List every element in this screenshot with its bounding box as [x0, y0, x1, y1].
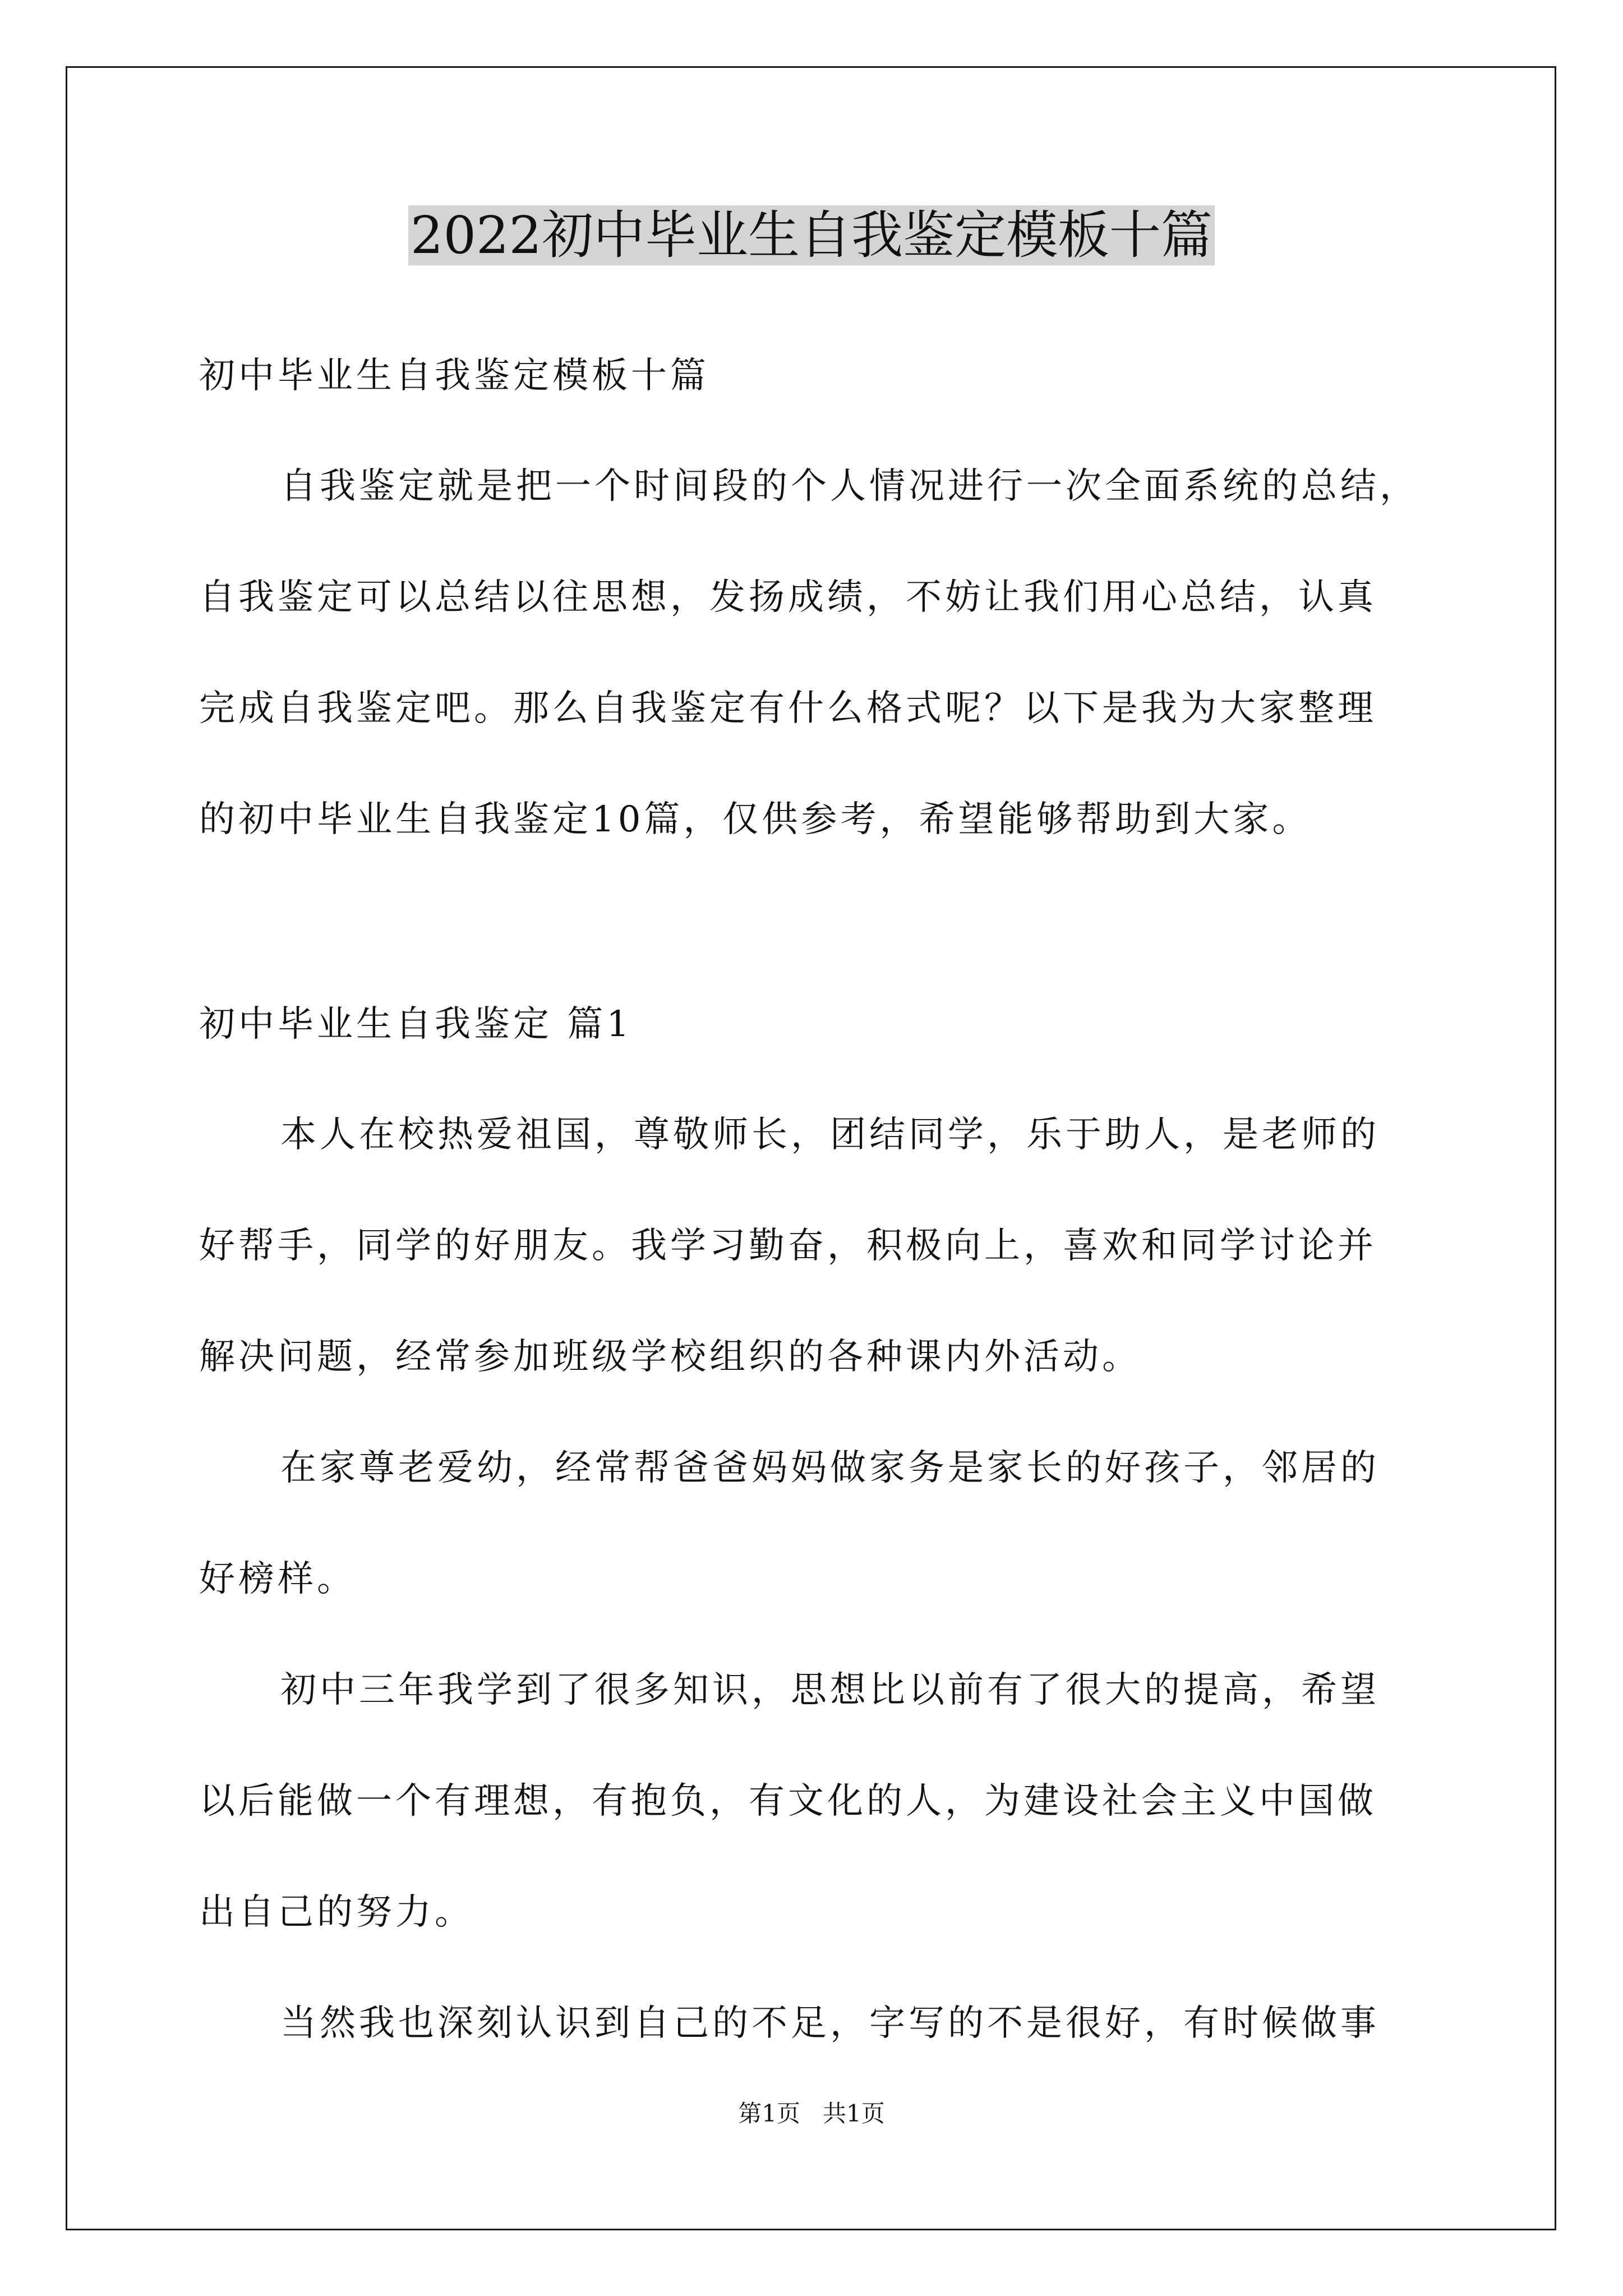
body-line: 出自己的努力。	[199, 1892, 474, 1933]
body-line: 本人在校热爱祖国，尊敬师长，团结同学，乐于助人，是老师的	[280, 1114, 1380, 1156]
body-line: 好帮手，同学的好朋友。我学习勤奋，积极向上，喜欢和同学讨论并	[199, 1225, 1377, 1267]
document-title-text: 2022初中毕业生自我鉴定模板十篇	[408, 205, 1215, 265]
body-line: 好榜样。	[199, 1558, 356, 1600]
body-line: 解决问题，经常参加班级学校组织的各种课内外活动。	[199, 1336, 1141, 1378]
document-title	[0, 199, 1623, 272]
body-line: 以后能做一个有理想，有抱负，有文化的人，为建设社会主义中国做	[199, 1780, 1377, 1822]
body-line: 当然我也深刻认识到自己的不足，字写的不是很好，有时候做事	[280, 2003, 1380, 2044]
intro-line: 的初中毕业生自我鉴定10篇，仅供参考，希望能够帮助到大家。	[199, 799, 1312, 840]
page-number-footer: 第1页 共1页	[738, 2100, 885, 2127]
intro-line: 完成自我鉴定吧。那么自我鉴定有什么格式呢？以下是我为大家整理	[199, 688, 1377, 729]
intro-line: 自我鉴定就是把一个时间段的个人情况进行一次全面系统的总结，	[280, 466, 1419, 507]
section-heading: 初中毕业生自我鉴定 篇1	[199, 1004, 633, 1045]
body-line: 初中三年我学到了很多知识，思想比以前有了很大的提高，希望	[280, 1669, 1380, 1711]
body-line: 在家尊老爱幼，经常帮爸爸妈妈做家务是家长的好孩子，邻居的	[280, 1447, 1380, 1489]
intro-line: 自我鉴定可以总结以往思想，发扬成绩，不妨让我们用心总结，认真	[199, 577, 1377, 618]
document-subtitle: 初中毕业生自我鉴定模板十篇	[199, 355, 709, 397]
